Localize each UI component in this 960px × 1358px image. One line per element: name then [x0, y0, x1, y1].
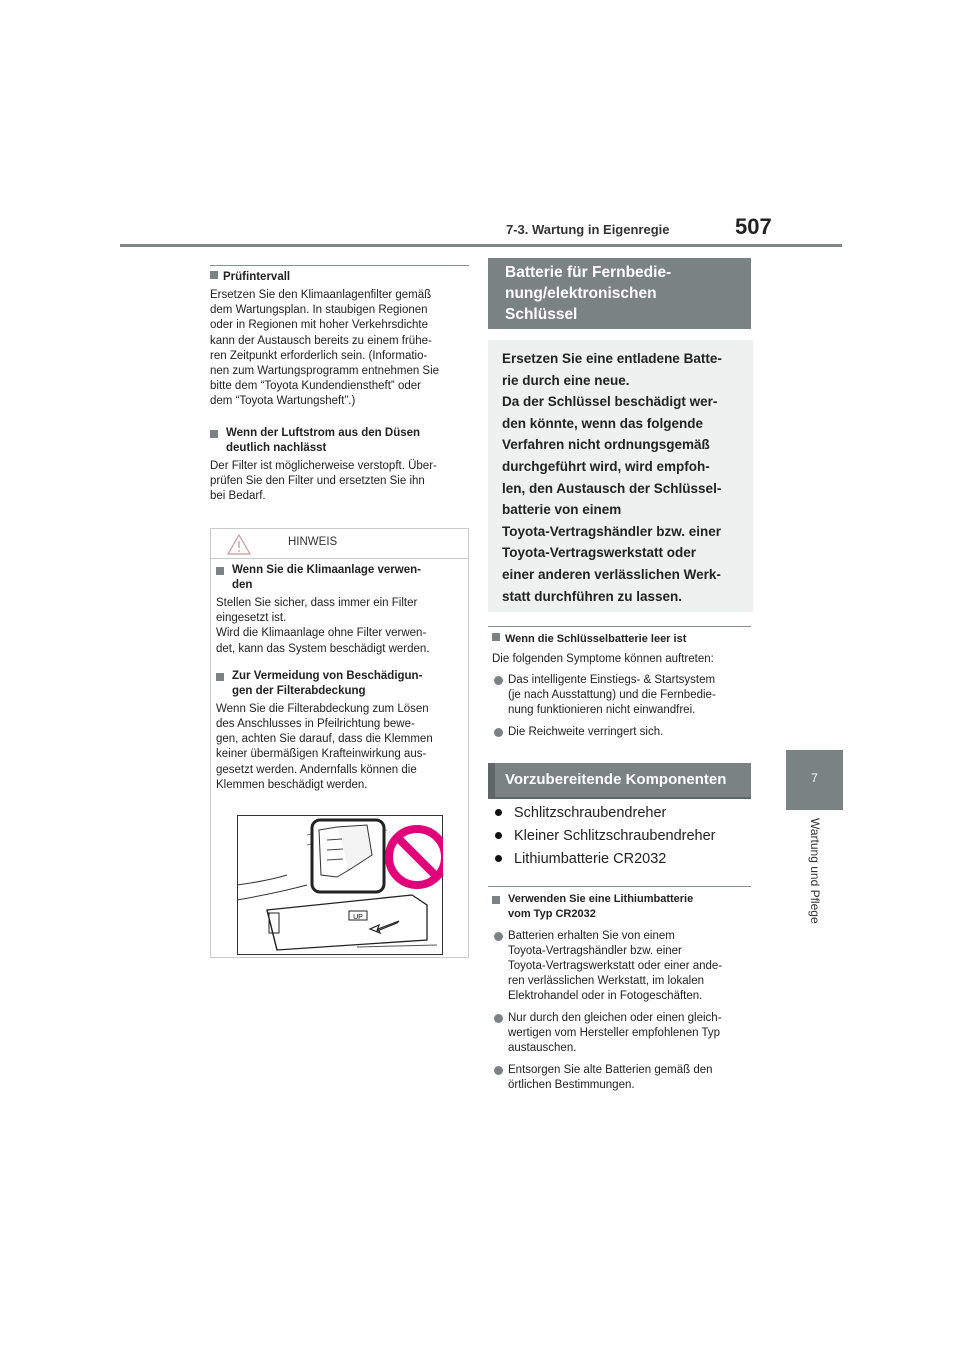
chapter-tab-label-wrap: [786, 818, 843, 948]
bullet-dot-icon: [494, 1066, 503, 1075]
list-item-text: Batterien erhalten Sie von einem Toyota-Vertragshändler bzw. einer Toyota-Vertragswerkstatt oder einer ande- ren verlässlichen Werkstatt, im lokalen Elektrohandel oder in Fotogeschäften.: [508, 930, 723, 1002]
bullet-dot-icon: [495, 809, 502, 816]
divider: [210, 265, 469, 266]
list-item: [492, 929, 754, 1004]
notice-item1-text: Stellen Sie sicher, dass immer ein Filter eingesetzt ist. Wird die Klimaanlage ohne Filter verwen- det, kann das System beschädigt werden.: [216, 597, 430, 655]
page-number: 507: [735, 214, 772, 239]
leer-heading: [492, 632, 754, 647]
pruefintervall-text: Ersetzen Sie den Klimaanlagenfilter gemäß dem Wartungsplan. In staubigen Regionen oder in Regionen mit hoher Verkehrsdichte kann der Austausch bereits zu einem frühe- ren Zeitpunkt erforderlich sein. (Informatio- nen zum Wartungsprogramm entnehmen Sie bitte dem “Toyota Kundendienstheft” oder dem “Toyota Wartungsheft”.): [210, 289, 440, 408]
battery-summary: Ersetzen Sie eine entladene Batte- rie durch eine neue. Da der Schlüssel beschädigt wer- den könnte, wenn das folgende Verfahren nicht ordnungsgemäß durchgeführt wird, wird empfoh- len, den Austausch der Schlüssel- batterie von einem Toyota-Vertragshändler bzw. einer Toyota-Vertragswerkstatt oder einer anderen verlässlichen Werk- statt durchführen zu lassen.: [488, 340, 753, 612]
list-item-text: Das intelligente Einstiegs- & Startsystem (je nach Ausstattung) und die Fernbedie- nung funktionieren nicht einwandfrei.: [508, 674, 716, 717]
list-item: [492, 673, 754, 718]
square-bullet-icon: [210, 430, 218, 438]
notice-item1-heading: [216, 563, 462, 593]
luftstrom-text: Der Filter ist möglicherweise verstopft. Über- prüfen Sie den Filter und ersetzten Sie ihn bei Bedarf.: [210, 460, 437, 503]
lithium-heading: [492, 892, 754, 922]
bullet-dot-icon: [494, 676, 503, 685]
components-title-text: Vorzubereitende Komponenten: [505, 771, 727, 788]
square-bullet-icon: [216, 673, 224, 681]
luftstrom-section: [210, 426, 472, 505]
list-item: [492, 825, 754, 847]
leer-heading-text: Wenn die Schlüsselbatterie leer ist: [505, 633, 687, 645]
pruefintervall-section: [210, 270, 472, 410]
section-header: 7-3. Wartung in Eigenregie: [506, 222, 670, 237]
header-rule: [120, 244, 842, 247]
list-item: [492, 848, 754, 870]
chapter-tab: 7: [786, 750, 843, 810]
lithium-heading-text: Verwenden Sie eine Lithiumbatterie vom Typ CR2032: [508, 893, 694, 920]
list-item-text: Schlitzschraubendreher: [514, 805, 667, 821]
components-list: [492, 802, 754, 870]
notice-item2-text: Wenn Sie die Filterabdeckung zum Lösen des Anschlusses in Pfeilrichtung bewe- gen, achten Sie darauf, dass die Klemmen keiner übermäßigen Krafteinwirkung aus- gesetzt werden. Andernfalls können die Klemmen beschädigt werden.: [216, 702, 433, 791]
battery-section-title: Batterie für Fernbedie- nung/elektronischen Schlüssel: [488, 258, 751, 329]
warning-icon: [227, 534, 251, 555]
luftstrom-heading: [210, 426, 472, 456]
list-item: [492, 802, 754, 824]
notice-item1-heading-text: Wenn Sie die Klimaanlage verwen- den: [232, 564, 421, 591]
list-item: [492, 1011, 754, 1056]
title-underline: [488, 797, 751, 799]
chapter-title: Wartung und Pflege: [807, 818, 822, 924]
pruefintervall-heading-text: Prüfintervall: [223, 271, 291, 283]
notice-box: [210, 528, 469, 958]
list-item: [492, 725, 754, 740]
list-item-text: Entsorgen Sie alte Batterien gemäß den örtlichen Bestimmungen.: [508, 1064, 713, 1091]
list-item-text: Nur durch den gleichen oder einen gleich- wertigen vom Hersteller empfohlenen Typ austauschen.: [508, 1012, 722, 1054]
leer-section: [492, 632, 754, 740]
list-item: [492, 1063, 754, 1093]
square-bullet-icon: [492, 896, 500, 904]
list-item-text: Die Reichweite verringert sich.: [508, 726, 664, 739]
bullet-dot-icon: [494, 932, 503, 941]
leer-intro: Die folgenden Symptome können auftreten:: [492, 653, 714, 665]
notice-item2-heading-text: Zur Vermeidung von Beschädigun- gen der Filterabdeckung: [232, 669, 423, 697]
title-accent-bar: [488, 763, 495, 797]
luftstrom-heading-text: Wenn der Luftstrom aus den Düsen deutlich nachlässt: [226, 427, 421, 454]
square-bullet-icon: [210, 271, 218, 279]
notice-header: [211, 529, 468, 555]
notice-item2-heading: [216, 669, 462, 699]
list-item-text: Kleiner Schlitzschraubendreher: [514, 828, 716, 844]
bullet-dot-icon: [495, 855, 502, 862]
square-bullet-icon: [216, 567, 224, 575]
square-bullet-icon: [492, 633, 500, 641]
lithium-section: [492, 892, 754, 1093]
list-item-text: Lithiumbatterie CR2032: [514, 851, 667, 867]
divider: [488, 886, 751, 887]
divider: [488, 626, 751, 627]
filter-cover-illustration: [237, 815, 443, 955]
pruefintervall-heading: [210, 270, 472, 285]
bullet-dot-icon: [494, 1014, 503, 1023]
notice-title: HINWEIS: [288, 536, 338, 548]
components-section-title: [488, 763, 751, 797]
bullet-dot-icon: [495, 832, 502, 839]
notice-content: [211, 559, 468, 793]
up-label: UP: [353, 914, 363, 921]
bullet-dot-icon: [494, 728, 503, 737]
